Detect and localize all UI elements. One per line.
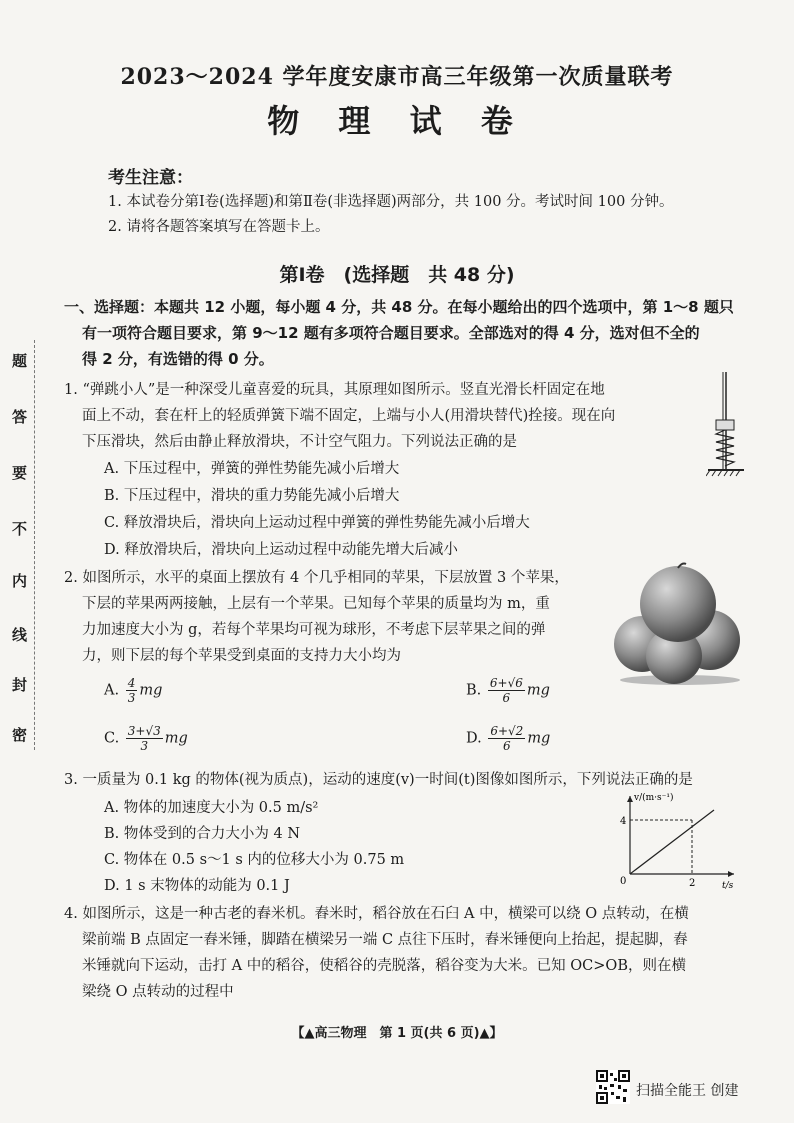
margin-char: 要 (12, 464, 28, 482)
q4-stem: 4. 如图所示，这是一种古老的舂米机。舂米时，稻谷放在石臼 A 中，横梁可以绕 O 点转动，在横 (64, 906, 689, 922)
q1-option-d: D. 释放滑块后，滑块向上运动过程中动能先增大后减小 (104, 542, 458, 558)
notice-item: 2. 请将各题答案填写在答题卡上。 (108, 219, 330, 235)
margin-char: 密 (12, 726, 28, 744)
y-tick-label: 4 (620, 816, 627, 827)
margin-char: 不 (12, 520, 28, 538)
q1-option-c: C. 释放滑块后，滑块向上运动过程中弹簧的弹性势能先减小后增大 (104, 515, 530, 531)
margin-char: 内 (12, 572, 28, 590)
q4-stem: 梁绕 O 点转动的过程中 (82, 984, 234, 1000)
q3-option-b: B. 物体受到的合力大小为 4 N (104, 826, 301, 842)
binding-margin (8, 340, 35, 750)
q2-option-b: B. $\frac{6+√6}{6}$ mg (466, 676, 550, 705)
q2-option-a: A. $\frac{4}{3}$ mg (104, 676, 163, 705)
notice-item: 1. 本试卷分第Ⅰ卷(选择题)和第Ⅱ卷(非选择题)两部分，共 100 分。考试时间 100 分钟。 (108, 194, 674, 210)
q1-option-b: B. 下压过程中，滑块的重力势能先减小后增大 (104, 488, 400, 504)
q4-stem: 米锤就向下运动，击打 A 中的稻谷，使稻谷的壳脱落，稻谷变为大米。已知 OC>OB，则在横 (82, 958, 686, 974)
q1-stem: 面上不动，套在杆上的轻质弹簧下端不固定，上端与小人(用滑块替代)拴接。现在向 (82, 408, 616, 424)
margin-char: 题 (12, 352, 28, 370)
instruction-line: 有一项符合题目要求，第 9～12 题有多项符合题目要求。全部选对的得 4 分，选对但不全的 (82, 324, 700, 342)
notice-heading: 考生注意： (108, 168, 193, 188)
q2-option-d: D. $\frac{6+√2}{6}$ mg (466, 724, 551, 753)
spring-toy-figure (706, 370, 746, 480)
margin-char: 线 (12, 626, 28, 644)
scanner-watermark: 扫描全能王 创建 (636, 1083, 739, 1099)
q4-stem: 梁前端 B 点固定一舂米锤，脚踏在横梁另一端 C 点往下压时，舂米锤便向上抬起，提起脚，舂 (82, 932, 688, 948)
instruction-line: 得 2 分，有选错的得 0 分。 (82, 350, 274, 368)
subject-title: 物 理 试 卷 (267, 102, 527, 140)
velocity-time-graph (614, 790, 740, 890)
origin-label: 0 (620, 876, 627, 887)
margin-char: 答 (12, 408, 28, 426)
instruction-line: 一、选择题：本题共 12 小题，每小题 4 分，共 48 分。在每小题给出的四个选项中，第 1～8 题只 (64, 298, 734, 316)
q2-stem: 2. 如图所示，水平的桌面上摆放有 4 个几乎相同的苹果，下层放置 3 个苹果， (64, 570, 569, 586)
q2-option-c: C. $\frac{3+√3}{3}$ mg (104, 724, 188, 753)
q1-stem: 下压滑块，然后由静止释放滑块，不计空气阻力。下列说法正确的是 (82, 434, 517, 450)
x-axis-label: t/s (722, 881, 734, 890)
q1-option-a: A. 下压过程中，弹簧的弹性势能先减小后增大 (104, 461, 400, 477)
section-title: 第Ⅰ卷 (选择题 共 48 分) (279, 264, 515, 286)
page-footer: 【▲高三物理 第 1 页(共 6 页)▲】 (291, 1026, 503, 1041)
x-tick-label: 2 (689, 878, 696, 889)
q2-stem: 力，则下层的每个苹果受到桌面的支持力大小均为 (82, 648, 401, 664)
q3-option-c: C. 物体在 0.5 s～1 s 内的位移大小为 0.75 m (104, 852, 405, 868)
q3-option-a: A. 物体的加速度大小为 0.5 m/s² (104, 800, 319, 816)
q1-stem: 1. “弹跳小人”是一种深受儿童喜爱的玩具，其原理如图所示。竖直光滑长杆固定在地 (64, 382, 605, 398)
y-axis-label: v/(m·s⁻¹) (634, 793, 674, 803)
exam-title-line: 2023～2024 学年度安康市高三年级第一次质量联考 (120, 64, 674, 90)
apples-photo (612, 560, 742, 686)
qr-code-icon (596, 1070, 630, 1104)
q2-stem: 力加速度大小为 g，若每个苹果均可视为球形，不考虑下层苹果之间的弹 (82, 622, 546, 638)
q2-stem: 下层的苹果两两接触，上层有一个苹果。已知每个苹果的质量均为 m，重 (82, 596, 550, 612)
q3-option-d: D. 1 s 末物体的动能为 0.1 J (104, 878, 290, 894)
margin-char: 封 (12, 676, 28, 694)
q3-stem: 3. 一质量为 0.1 kg 的物体(视为质点)，运动的速度(v)一时间(t)图像如图所示，下列说法正确的是 (64, 772, 693, 788)
